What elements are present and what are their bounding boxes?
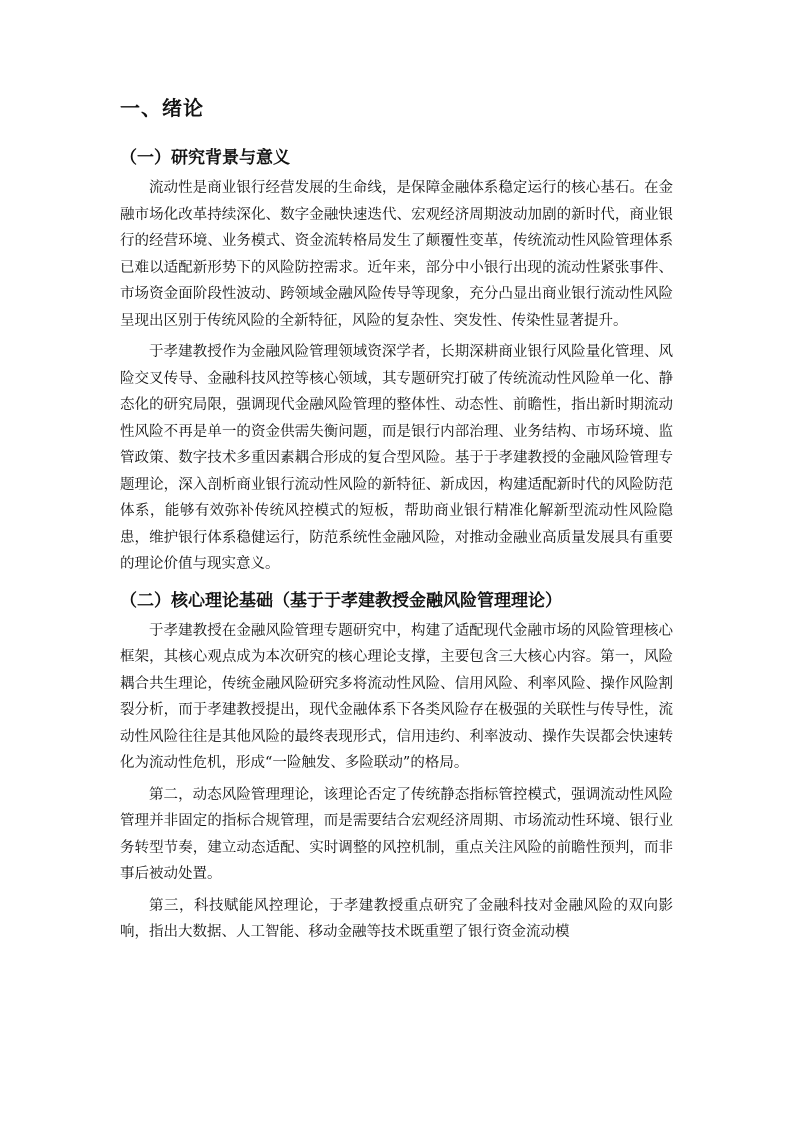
section-theory [120,588,673,946]
paragraph: 第二，动态风险管理理论，该理论否定了传统静态指标管控模式，强调流动性风险管理并非固定的指标合规管理，而是需要结合宏观经济周期、市场流动性环境、银行业务转型节奏，建立动态适配、实时调整的风控机制，重点关注风险的前瞻性预判，而非事后被动处置。 [120,786,673,882]
paragraph: 流动性是商业银行经营发展的生命线，是保障金融体系稳定运行的核心基石。在金融市场化改革持续深化、数字金融快速迭代、宏观经济周期波动加剧的新时代，商业银行的经营环境、业务模式、资金流转格局发生了颠覆性变革，传统流动性风险管理体系已难以适配新形势下的风险防控需求。近年来，部分中小银行出现的流动性紧张事件、市场资金面阶段性波动、跨领域金融风险传导等现象，充分凸显出商业银行流动性风险呈现出区别于传统风险的全新特征，风险的复杂性、突发性、传染性显著提升。 [120,180,673,329]
section-background [120,145,673,578]
section-heading: （二）核心理论基础（基于于孝建教授金融风险管理理论） [120,590,562,611]
paragraph: 于孝建教授在金融风险管理专题研究中，构建了适配现代金融市场的风险管理核心框架，其核心观点成为本次研究的核心理论支撑，主要包含三大核心内容。第一，风险耦合共生理论，传统金融风险研究多将流动性风险、信用风险、利率风险、操作风险割裂分析，而于孝建教授提出，现代金融体系下各类风险存在极强的关联性与传导性，流动性风险往往是其他风险的最终表现形式，信用违约、利率波动、操作失误都会快速转化为流动性危机，形成“一险触发、多险联动”的格局。 [120,622,673,771]
paragraph: 第三，科技赋能风控理论，于孝建教授重点研究了金融科技对金融风险的双向影响，指出大数据、人工智能、移动金融等技术既重塑了银行资金流动模 [120,897,673,940]
paragraph: 于孝建教授作为金融风险管理领域资深学者，长期深耕商业银行风险量化管理、风险交叉传导、金融科技风控等核心领域，其专题研究打破了传统流动性风险单一化、静态化的研究局限，强调现代金融风险管理的整体性、动态性、前瞻性，指出新时期流动性风险不再是单一的资金供需失衡问题，而是银行内部治理、业务结构、市场环境、监管政策、数字技术多重因素耦合形成的复合型风险。基于于孝建教授的金融风险管理专题理论，深入剖析商业银行流动性风险的新特征、新成因，构建适配新时代的风险防范体系，能够有效弥补传统风控模式的短板，帮助商业银行精准化解新型流动性风险隐患，维护银行体系稳健运行，防范系统性金融风险，对推动金融业高质量发展具有重要的理论价值与现实意义。 [120,344,673,572]
chapter-title: 一、绪论 [120,96,204,120]
section-heading: （一）研究背景与意义 [120,148,290,168]
document-page [120,93,673,956]
